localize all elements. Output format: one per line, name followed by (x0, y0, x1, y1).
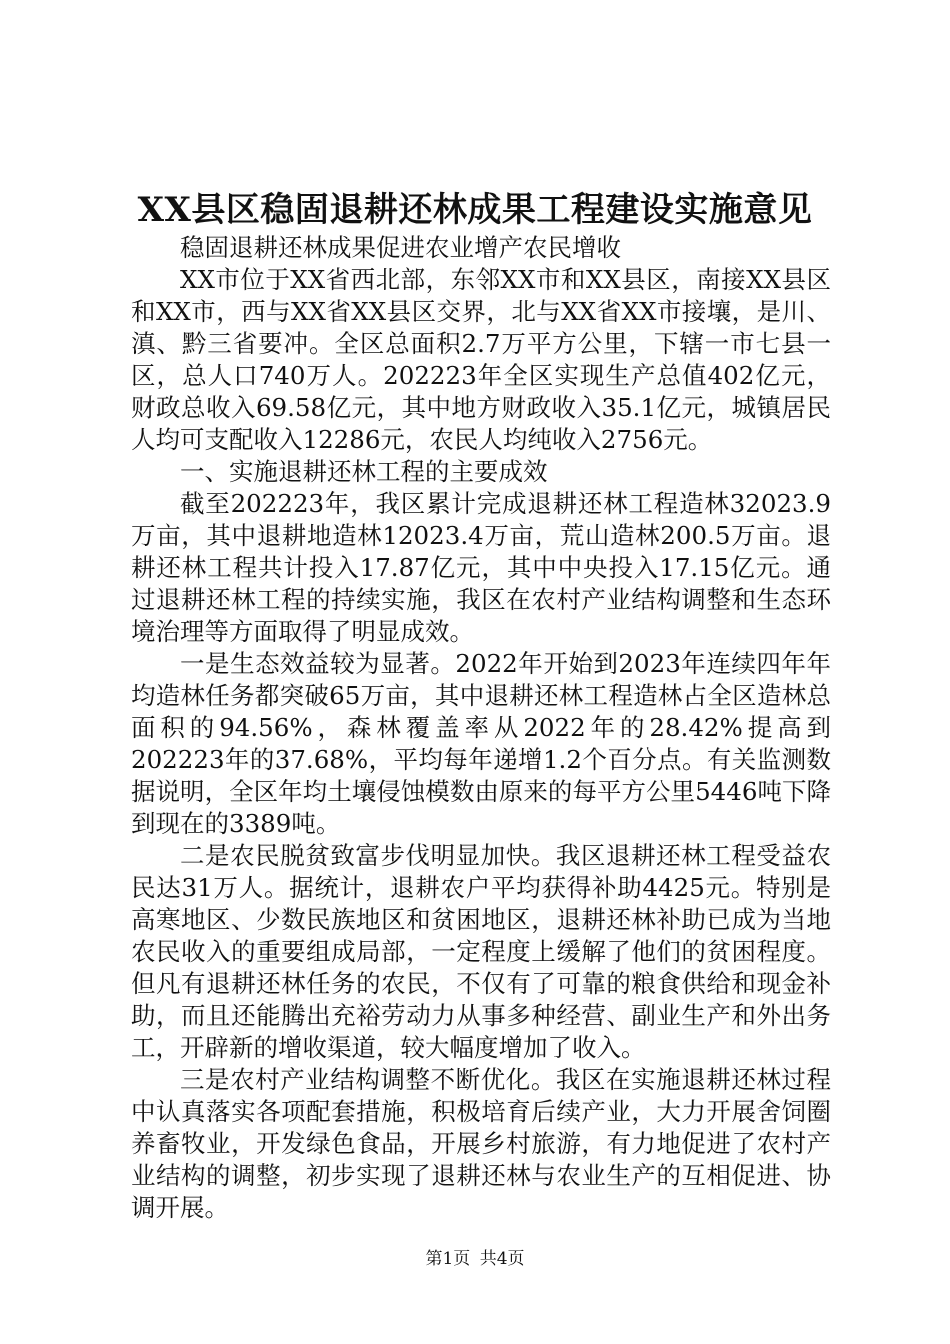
paragraph-ecological: 一是生态效益较为显著。2022年开始到2023年连续四年年均造林任务都突破65万亩，其中退耕还林工程造林占全区造林总面积的94.56%，森林覆盖率从2022年的28.42%提高到202223年的37.68%，平均每年递增1.2个百分点。有关监测数据说明，全区年均土壤侵蚀模数由原来的每平方公里5446吨下降到现在的3389吨。 (131, 649, 831, 838)
page-footer (0, 1244, 950, 1269)
page-total: 共4页 (479, 1249, 525, 1269)
paragraph-income: 二是农民脱贫致富步伐明显加快。我区退耕还林工程受益农民达31万人。据统计，退耕农户平均获得补助4425元。特别是高寒地区、少数民族地区和贫困地区，退耕还林补助已成为当地农民收入的重要组成局部，一定程度上缓解了他们的贫困程度。但凡有退耕还林任务的农民，不仅有了可靠的粮食供给和现金补助，而且还能腾出充裕劳动力从事多种经营、副业生产和外出务工，开辟新的增收渠道，较大幅度增加了收入。 (131, 841, 831, 1062)
document-title: XX县区稳固退耕还林成果工程建设实施意见 (137, 190, 813, 230)
page-number: 第1页 (425, 1249, 471, 1269)
document-body (131, 232, 831, 1224)
paragraph-industry: 三是农村产业结构调整不断优化。我区在实施退耕还林过程中认真落实各项配套措施，积极培育后续产业，大力开展舍饲圈养畜牧业，开发绿色食品，开展乡村旅游，有力地促进了农村产业结构的调整，初步实现了退耕还林与农业生产的互相促进、协调开展。 (131, 1065, 831, 1222)
paragraph-overview: XX市位于XX省西北部，东邻XX市和XX县区，南接XX县区和XX市，西与XX省XX县区交界，北与XX省XX市接壤，是川、滇、黔三省要冲。全区总面积2.7万平方公里，下辖一市七县一区，总人口740万人。202223年全区实现生产总值402亿元，财政总收入69.58亿元，其中地方财政收入35.1亿元，城镇居民人均可支配收入12286元，农民人均纯收入2756元。 (131, 265, 831, 454)
section-heading: 一、实施退耕还林工程的主要成效 (180, 457, 548, 486)
document-subtitle: 稳固退耕还林成果促进农业增产农民增收 (180, 233, 621, 262)
paragraph-summary: 截至202223年，我区累计完成退耕还林工程造林32023.9万亩，其中退耕地造林12023.4万亩，荒山造林200.5万亩。退耕还林工程共计投入17.87亿元，其中中央投入17.15亿元。通过退耕还林工程的持续实施，我区在农村产业结构调整和生态环境治理等方面取得了明显成效。 (131, 489, 831, 646)
